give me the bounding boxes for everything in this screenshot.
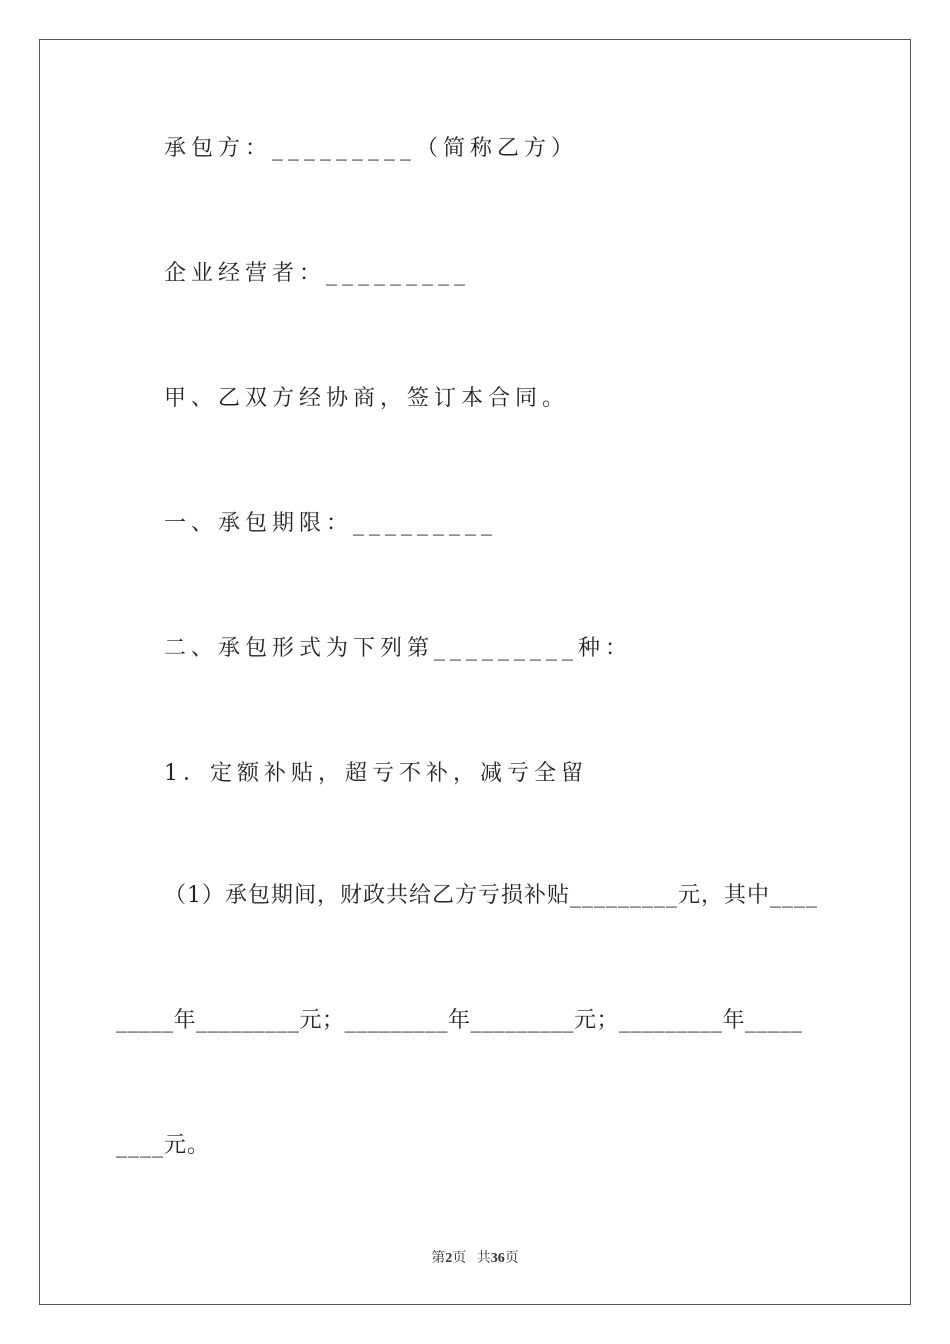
page-footer: [0, 1247, 950, 1267]
page-border: [39, 39, 911, 1305]
form-line: 二、承包形式为下列第_________种：: [164, 636, 633, 661]
term-line: 一、承包期限：_________: [164, 511, 498, 536]
page-suffix: 页: [452, 1251, 467, 1266]
page-number: 2: [445, 1251, 453, 1266]
operator-line: 企业经营者：_________: [164, 261, 471, 286]
page-prefix: 第: [431, 1251, 446, 1266]
agreement-line: 甲、乙双方经协商，签订本合同。: [164, 386, 570, 411]
subsidy-clause-1: （1）承包期间，财政共给乙方亏损补贴_________元，其中____: [164, 883, 818, 908]
subsidy-years-line: _____年_________元；_________年_________元；_________年_____: [116, 1008, 803, 1033]
contractor-line: 承包方：_________（简称乙方）: [164, 136, 579, 161]
total-pages: 36: [490, 1251, 505, 1266]
total-prefix: 共: [476, 1251, 491, 1266]
subsidy-end-line: ____元。: [116, 1133, 211, 1158]
subsidy-heading: 1．定额补贴，超亏不补，减亏全留: [164, 761, 588, 786]
total-suffix: 页: [504, 1251, 519, 1266]
